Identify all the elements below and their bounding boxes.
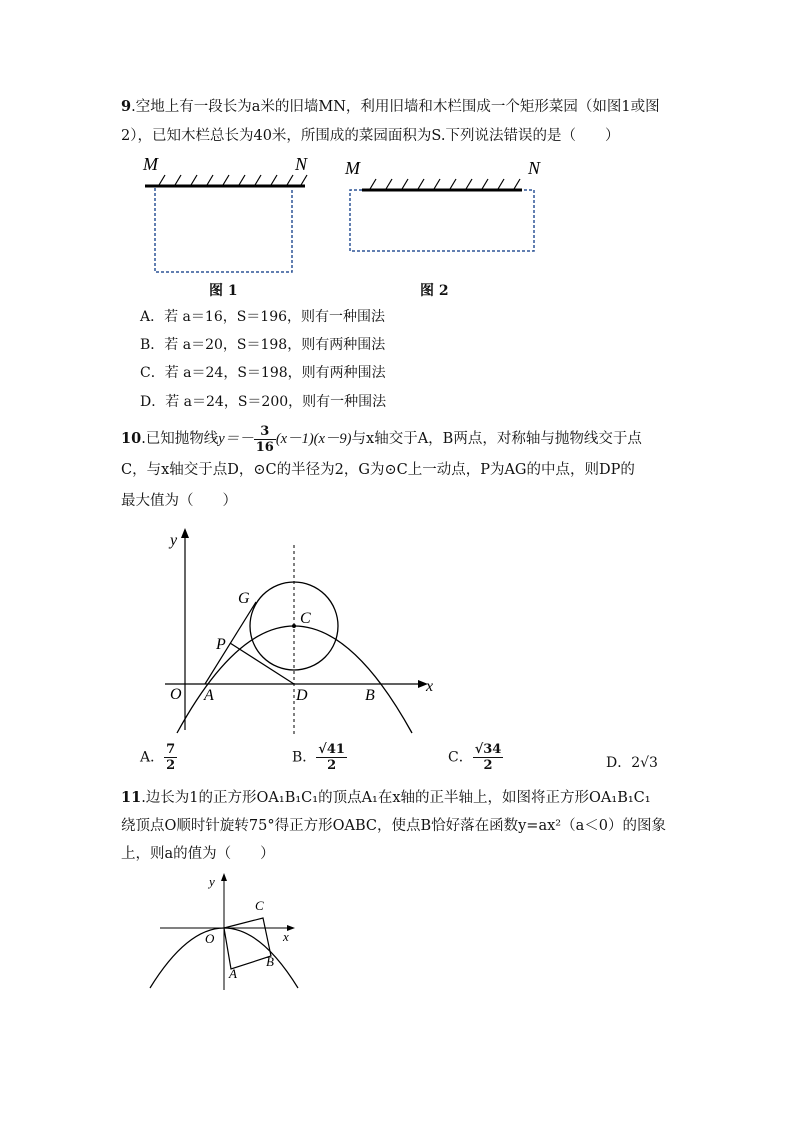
q11-label-c: C [255,898,264,913]
q10-option-b: B． $\frac{√41}{2}$ [292,742,345,773]
q10-figure [160,525,440,740]
q11-label-o: O [205,931,215,946]
q10-number: 10 [121,430,142,447]
q9-figure-1 [135,150,315,280]
q9-option-a: A．若 a＝16，S＝196，则有一种围法 [140,309,386,325]
q10-label-x: x [426,678,434,695]
q11-number: 11 [121,789,142,806]
q11-figure [145,870,305,995]
q10-option-a: A． $\frac{7}{2}$ [140,742,176,773]
q9-option-c: C．若 a＝24，S＝198，则有两种围法 [140,365,386,381]
q10-eq-fraction [254,424,276,455]
q9-option-d: D．若 a＝24，S＝200，则有一种围法 [140,394,387,410]
fig1-label-m: M [143,154,158,174]
q11-y-arrow [221,873,227,881]
q10-eq-frac-den: 16 [255,439,274,455]
q11-label-b: B [266,954,274,969]
q9-line2: 2），已知木栏总长为40米，所围成的菜园面积为S.下列说法错误的是（ ） [121,128,620,144]
fig1-caption: 图 1 [209,283,238,299]
fig2-label-n: N [528,158,541,178]
q11-label-a: A [229,966,237,981]
q9-figure-2 [340,150,550,260]
q9-option-b: B．若 a＝20，S＝198，则有两种围法 [140,337,386,353]
q10-option-c: C． $\frac{√34}{2}$ [448,742,502,773]
q9-text [121,92,681,151]
q11-text [121,784,681,868]
q11-label-x: x [283,929,289,944]
q10-eq-right: (x－1)(x－9) [275,431,352,447]
fig2-wall-hatch [370,179,520,189]
q10-label-y: y [170,532,178,549]
q10-y-arrow [181,528,189,538]
fig2-caption: 图 2 [420,283,449,299]
q11-label-y: y [209,874,215,889]
q10-label-p: P [216,636,226,653]
q11-line3: 上，则a的值为（ ） [121,846,275,862]
q11-line2: 绕顶点O顺时针旋转75°得正方形OABC，使点B恰好落在函数y=ax²（a＜0）的图象 [121,818,666,834]
q10-label-c: C [300,610,311,627]
q10-eq-left: y＝－ [218,431,254,447]
q10-eq-frac-num: 3 [254,424,276,440]
q10-label-o: O [170,686,182,703]
q9-line1: .空地上有一段长为a米的旧墙MN，利用旧墙和木栏围成一个矩形菜园（如图1或图 [131,99,660,115]
q10-label-b: B [365,687,375,704]
q10-line1-pre: .已知抛物线 [141,431,219,447]
q10-options [140,742,660,782]
q11-square-oabc [224,918,271,969]
q10-text [121,423,681,517]
q10-line2: C，与x轴交于点D，⊙C的半径为2，G为⊙C上一动点，P为AG的中点，则DP的 [121,462,635,478]
q10-line1-post: 与x轴交于A，B两点，对称轴与抛物线交于点 [351,431,642,447]
q11-line1: .边长为1的正方形OA₁B₁C₁的顶点A₁在x轴的正半轴上，如图将正方形OA₁B₁C₁ [141,790,651,806]
q11-diagonal [224,928,271,956]
fig1-label-n: N [295,154,308,174]
fig1-wall-hatch [159,175,307,185]
q9-number: 9 [121,98,132,115]
q10-point-c [292,624,296,628]
fig1-fence [155,188,292,272]
q10-label-a: A [204,687,214,704]
q10-label-d: D [296,687,308,704]
q10-segment-pd [230,643,294,684]
fig2-fence [350,190,534,251]
q10-label-g: G [238,590,250,607]
fig2-label-m: M [345,158,360,178]
q10-option-d: D．2√3 [606,755,658,771]
q10-line3: 最大值为（ ） [121,493,237,509]
